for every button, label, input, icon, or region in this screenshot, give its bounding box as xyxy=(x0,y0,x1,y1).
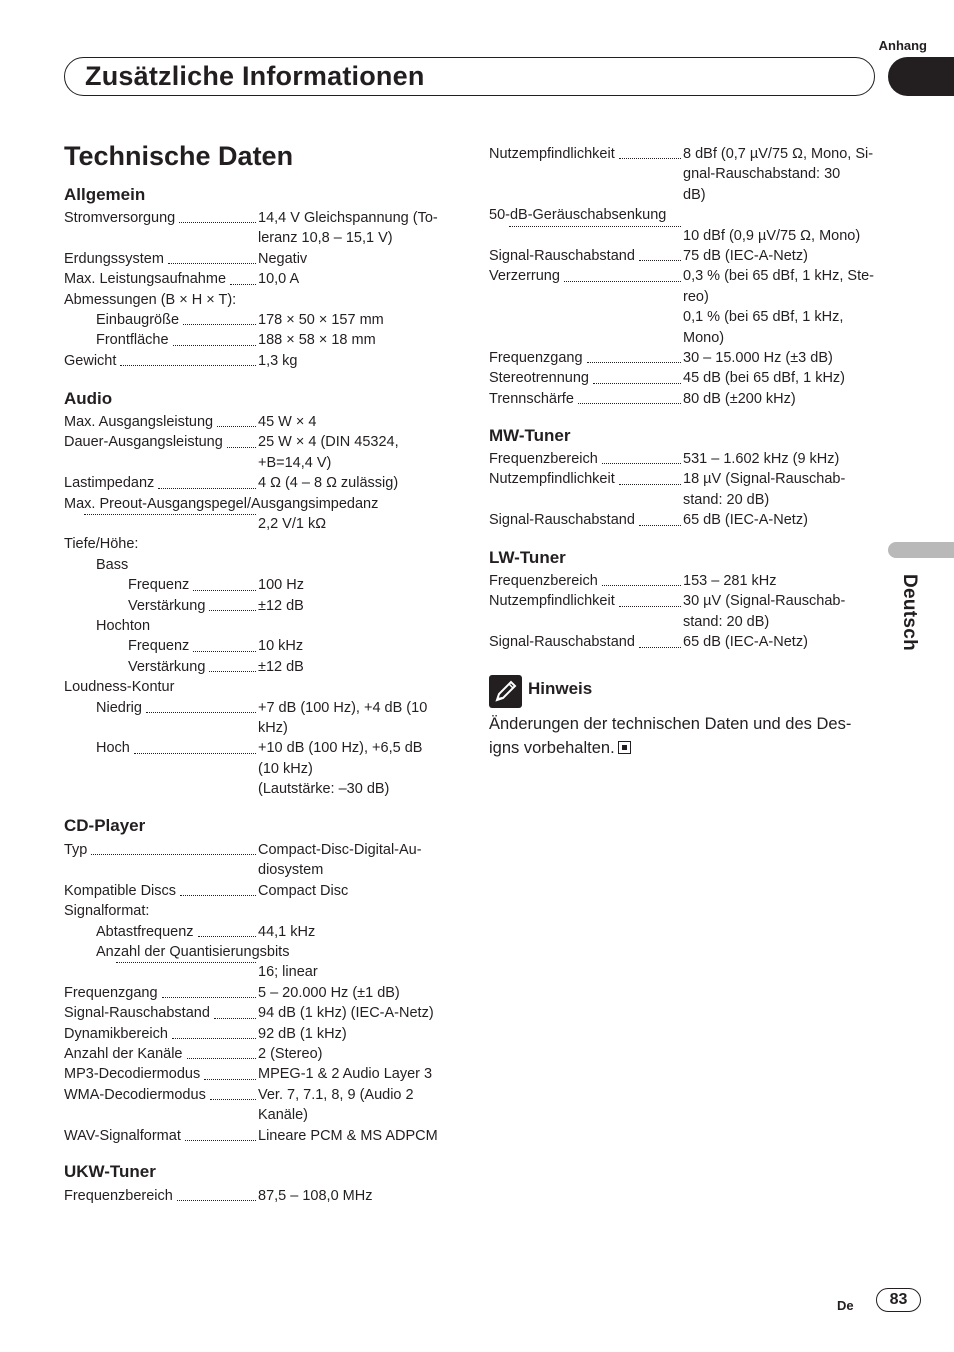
spec-label: Bass xyxy=(96,556,129,573)
spec-value: 8 dBf (0,7 µV/75 Ω, Mono, Si- gnal-Rauschabstand: 30 dB) xyxy=(683,146,874,203)
leader-dots xyxy=(179,208,256,223)
leader-dots xyxy=(602,449,681,464)
spec-value: 87,5 – 108,0 MHz xyxy=(258,1188,373,1204)
leader-dots xyxy=(602,571,681,586)
spec-value: MPEG-1 & 2 Audio Layer 3 xyxy=(258,1066,433,1083)
leader-dots xyxy=(578,389,681,404)
spec-label: Kompatible Discs xyxy=(64,881,258,901)
leader-dots xyxy=(230,269,256,284)
spec-label: Signal-Rauschabstand xyxy=(489,510,683,530)
spec-label: Signal-Rauschabstand xyxy=(64,1003,258,1023)
spec-label: Tiefe/Höhe: xyxy=(64,536,139,553)
spec-value: 10 kHz xyxy=(258,638,304,655)
spec-label: Niedrig xyxy=(96,698,258,718)
leader-dots xyxy=(120,351,256,366)
section-heading-ukw-tuner: UKW-Tuner xyxy=(64,1162,156,1181)
leader-dots xyxy=(162,983,256,998)
spec-value: 45 W × 4 xyxy=(258,414,317,430)
leader-dots xyxy=(619,469,681,484)
leader-dots xyxy=(116,962,256,963)
spec-value: 80 dB (±200 kHz) xyxy=(683,390,796,407)
leader-dots xyxy=(214,1003,256,1018)
spec-label: Frontfläche xyxy=(96,330,258,350)
spec-value: 10 dBf (0,9 µV/75 Ω, Mono) xyxy=(683,227,861,244)
leader-dots xyxy=(185,1126,256,1141)
leader-dots xyxy=(210,1085,256,1100)
spec-value: 178 × 50 × 157 mm xyxy=(258,312,384,328)
leader-dots xyxy=(204,1064,256,1079)
language-label: Deutsch xyxy=(899,574,920,652)
note-icon xyxy=(489,675,522,708)
spec-label: Max. Leistungsaufnahme xyxy=(64,269,258,289)
spec-label: Gewicht xyxy=(64,351,258,371)
language-tab-marker xyxy=(888,542,954,558)
spec-value: 18 µV (Signal-Rauschab- stand: 20 dB) xyxy=(683,471,846,508)
spec-value: 4 Ω (4 – 8 Ω zulässig) xyxy=(258,475,399,492)
spec-label: Abmessungen (B × H × T): xyxy=(64,291,237,308)
leader-dots xyxy=(227,432,256,447)
leader-dots xyxy=(619,591,681,606)
spec-value: Ver. 7, 7.1, 8, 9 (Audio 2 Kanäle) xyxy=(258,1086,414,1124)
spec-value: 2,2 V/1 kΩ xyxy=(258,516,327,532)
spec-value: 2 (Stereo) xyxy=(258,1046,323,1062)
page-title: Technische Daten xyxy=(64,141,294,171)
note-text xyxy=(489,712,881,760)
spec-label: WMA-Decodiermodus xyxy=(64,1085,258,1105)
spec-label: Hoch xyxy=(96,738,258,758)
spec-label: Stereotrennung xyxy=(489,368,683,388)
section-header xyxy=(64,57,875,96)
spec-label: Nutzempfindlichkeit xyxy=(489,144,683,164)
spec-value: Lineare PCM & MS ADPCM xyxy=(258,1127,438,1144)
spec-label: Einbaugröße xyxy=(96,310,258,330)
section-heading-allgemein: Allgemein xyxy=(64,185,146,204)
spec-label: Loudness-Kontur xyxy=(64,679,175,696)
spec-value: Negativ xyxy=(258,250,308,267)
spec-value: 0,3 % (bei 65 dBf, 1 kHz, Ste- reo) 0,1 % (bei 65 dBf, 1 kHz, Mono) xyxy=(683,268,875,346)
leader-dots xyxy=(639,246,681,261)
corner-label: Anhang xyxy=(878,38,927,53)
spec-value: 30 µV (Signal-Rauschab- stand: 20 dB) xyxy=(683,593,846,630)
section-heading-cd-player: CD-Player xyxy=(64,816,146,835)
spec-value: 10,0 A xyxy=(258,271,300,288)
leader-dots xyxy=(593,368,681,383)
spec-value: 65 dB (IEC-A-Netz) xyxy=(683,634,808,651)
leader-dots xyxy=(193,575,256,590)
spec-label: Signal-Rauschabstand xyxy=(489,246,683,266)
spec-label: Erdungssystem xyxy=(64,249,258,269)
spec-label: Verstärkung xyxy=(128,657,258,677)
leader-dots xyxy=(146,698,256,713)
leader-dots xyxy=(587,348,681,363)
spec-label: Trennschärfe xyxy=(489,389,683,409)
spec-label xyxy=(509,226,683,232)
leader-dots xyxy=(168,249,256,264)
leader-dots xyxy=(187,1044,257,1059)
spec-label: WAV-Signalformat xyxy=(64,1126,258,1146)
spec-value: ±12 dB xyxy=(258,597,304,614)
leader-dots xyxy=(180,881,256,896)
note-body: Änderungen der technischen Daten und des Des- igns vorbehalten. xyxy=(489,715,852,757)
section-heading-mw-tuner: MW-Tuner xyxy=(489,426,571,445)
spec-label xyxy=(84,514,258,520)
spec-value: 75 dB (IEC-A-Netz) xyxy=(683,248,808,264)
leader-dots xyxy=(158,473,256,488)
spec-label: Anzahl der Quantisierungsbits xyxy=(96,944,290,960)
leader-dots xyxy=(639,510,681,525)
spec-label: Lastimpedanz xyxy=(64,473,258,493)
leader-dots xyxy=(217,412,256,427)
end-mark-icon xyxy=(618,741,631,754)
spec-value: 14,4 V Gleichspannung (To- leranz 10,8 – 15,1 V) xyxy=(258,210,438,247)
spec-label: MP3-Decodiermodus xyxy=(64,1064,258,1084)
spec-value: ±12 dB xyxy=(258,658,304,675)
spec-label: 50-dB-Geräuschabsenkung xyxy=(489,207,667,224)
leader-dots xyxy=(198,922,256,937)
language-code: De xyxy=(837,1298,854,1313)
spec-value: 100 Hz xyxy=(258,577,304,594)
leader-dots xyxy=(193,636,256,651)
spec-label: Hochton xyxy=(96,618,151,634)
leader-dots xyxy=(177,1186,256,1201)
note-title: Hinweis xyxy=(528,679,593,698)
spec-label: Signal-Rauschabstand xyxy=(489,632,683,652)
spec-value: 44,1 kHz xyxy=(258,923,316,940)
spec-label: Verstärkung xyxy=(128,596,258,616)
spec-value: 153 – 281 kHz xyxy=(683,573,777,589)
chapter-tab xyxy=(888,57,954,96)
leader-dots xyxy=(183,310,256,325)
leader-dots xyxy=(134,738,256,753)
spec-label: Max. Preout-Ausgangspegel/Ausgangsimpedanz xyxy=(64,495,379,512)
spec-value: 25 W × 4 (DIN 45324, +B=14,4 V) xyxy=(258,434,399,471)
leader-dots xyxy=(172,1024,256,1039)
spec-label: Frequenzbereich xyxy=(64,1186,258,1206)
leader-dots xyxy=(209,596,256,611)
section-title: Zusätzliche Informationen xyxy=(85,61,425,91)
spec-value: 1,3 kg xyxy=(258,352,298,369)
spec-label: Typ xyxy=(64,840,258,860)
spec-label: Frequenzgang xyxy=(489,348,683,368)
spec-value: 188 × 58 × 18 mm xyxy=(258,332,376,349)
spec-value: 65 dB (IEC-A-Netz) xyxy=(683,512,808,529)
page-number: 83 xyxy=(876,1288,921,1312)
spec-value: Compact-Disc-Digital-Au- diosystem xyxy=(258,842,422,879)
spec-label: Dauer-Ausgangsleistung xyxy=(64,432,258,452)
spec-value: +10 dB (100 Hz), +6,5 dB (10 kHz) (Lautstärke: –30 dB) xyxy=(258,740,423,798)
spec-value: 5 – 20.000 Hz (±1 dB) xyxy=(258,984,400,1001)
leader-dots xyxy=(84,514,256,515)
leader-dots xyxy=(209,657,256,672)
spec-label: Frequenz xyxy=(128,636,258,656)
spec-label: Abtastfrequenz xyxy=(96,922,258,942)
spec-label: Anzahl der Kanäle xyxy=(64,1044,258,1064)
leader-dots xyxy=(619,144,681,159)
section-heading-audio: Audio xyxy=(64,389,113,408)
spec-label: Frequenz xyxy=(128,575,258,595)
spec-value: 94 dB (1 kHz) (IEC-A-Netz) xyxy=(258,1005,434,1022)
spec-label: Stromversorgung xyxy=(64,208,258,228)
leader-dots xyxy=(91,840,256,855)
spec-value: 16; linear xyxy=(258,964,318,981)
spec-label: Nutzempfindlichkeit xyxy=(489,591,683,611)
spec-label: Nutzempfindlichkeit xyxy=(489,469,683,489)
leader-dots xyxy=(509,226,681,227)
leader-dots xyxy=(564,266,681,281)
spec-value: Compact Disc xyxy=(258,882,349,899)
spec-label: Max. Ausgangsleistung xyxy=(64,412,258,432)
spec-label: Signalformat: xyxy=(64,903,150,920)
spec-label: Frequenzbereich xyxy=(489,449,683,469)
spec-label: Frequenzbereich xyxy=(489,571,683,591)
spec-label: Verzerrung xyxy=(489,266,683,286)
spec-value: 92 dB (1 kHz) xyxy=(258,1025,347,1042)
spec-value: 531 – 1.602 kHz (9 kHz) xyxy=(683,451,840,467)
leader-dots xyxy=(173,330,256,345)
leader-dots xyxy=(639,632,681,647)
spec-value: +7 dB (100 Hz), +4 dB (10 kHz) xyxy=(258,699,428,736)
spec-label: Frequenzgang xyxy=(64,983,258,1003)
spec-value: 30 – 15.000 Hz (±3 dB) xyxy=(683,350,833,366)
section-heading-lw-tuner: LW-Tuner xyxy=(489,548,566,567)
spec-value: 45 dB (bei 65 dBf, 1 kHz) xyxy=(683,370,845,387)
spec-label: Dynamikbereich xyxy=(64,1024,258,1044)
spec-label xyxy=(116,962,258,968)
